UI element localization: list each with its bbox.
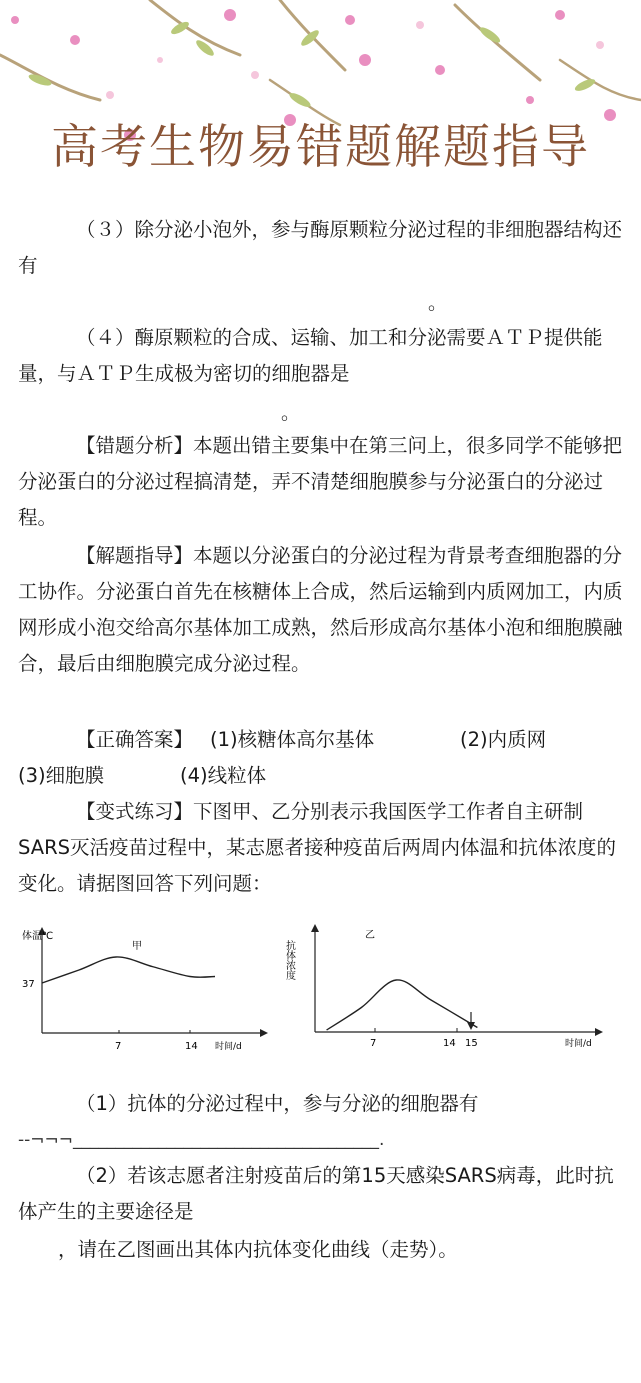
chart-body-temperature	[20, 925, 280, 1055]
question-4-blank-end: 。	[281, 402, 301, 424]
solution-guide: 【解题指导】本题以分泌蛋白的分泌过程为背景考查细胞器的分工协作。分泌蛋白首先在核糖体上合成，然后运输到内质网加工，内质网形成小泡交给高尔基体加工成熟，然后形成高尔基体小泡和细胞膜融合，最后由细胞膜完成分泌过程。	[18, 544, 623, 675]
answer-label: 【正确答案】	[76, 728, 194, 751]
y-axis-label: 体温℃	[22, 931, 54, 942]
answer-2: (2)内质网	[460, 728, 547, 751]
question-3: （３）除分泌小泡外，参与酶原颗粒分泌过程的非细胞器结构还有	[18, 218, 623, 277]
antibody-curve	[327, 980, 478, 1030]
chart-antibody-concentration	[285, 922, 615, 1057]
page-title: 高考生物易错题解题指导	[51, 120, 590, 175]
answer-3: (3)细胞膜	[18, 764, 105, 787]
x-tick-label: 15	[465, 1038, 478, 1049]
temperature-curve	[42, 957, 215, 983]
x-tick-label: 7	[370, 1038, 377, 1049]
chart-title: 乙	[365, 930, 375, 941]
x-tick-label: 14	[185, 1041, 198, 1052]
x-tick-label: 14	[443, 1038, 456, 1049]
sub-question-2-end: ，请在乙图画出其体内抗体变化曲线（走势）。	[58, 1238, 458, 1261]
practice-intro: 【变式练习】下图甲、乙分别表示我国医学工作者自主研制SARS灭活疫苗过程中，某志愿者接种疫苗后两周内体温和抗体浓度的变化。请据图回答下列问题：	[18, 800, 617, 895]
correct-answer-line-1	[18, 722, 628, 758]
answer-1: (1)核糖体高尔基体	[210, 728, 375, 751]
question-3-blank-end: 。	[428, 292, 448, 314]
x-axis-label: 时间/d	[215, 1042, 242, 1052]
chart-title: 甲	[132, 941, 142, 952]
sub-question-2: （2）若该志愿者注射疫苗后的第15天感染SARS病毒，此时抗体产生的主要途径是	[18, 1164, 614, 1223]
answer-4: (4)线粒体	[180, 764, 267, 787]
y-axis-label: 抗体浓度	[283, 940, 295, 980]
y-tick-label: 37	[22, 979, 35, 990]
x-axis-label: 时间/d	[565, 1039, 592, 1049]
correct-answer-line-2	[18, 758, 628, 794]
question-4: （４）酶原颗粒的合成、运输、加工和分泌需要ＡＴＰ提供能量，与ＡＴＰ生成极为密切的细胞器是	[18, 326, 603, 385]
y-axis-arrow-icon	[311, 924, 319, 932]
sub-question-1-answer-line[interactable]: --¬¬¬____________________________________.	[18, 1130, 385, 1150]
sub-question-1: （1）抗体的分泌过程中，参与分泌的细胞器有	[76, 1092, 479, 1115]
x-axis-arrow-icon	[260, 1029, 268, 1037]
x-axis-arrow-icon	[595, 1028, 603, 1036]
x-tick-label: 7	[115, 1041, 122, 1052]
error-analysis: 【错题分析】本题出错主要集中在第三问上，很多同学不能够把分泌蛋白的分泌过程搞清楚，弄不清楚细胞膜参与分泌蛋白的分泌过程。	[18, 434, 623, 529]
